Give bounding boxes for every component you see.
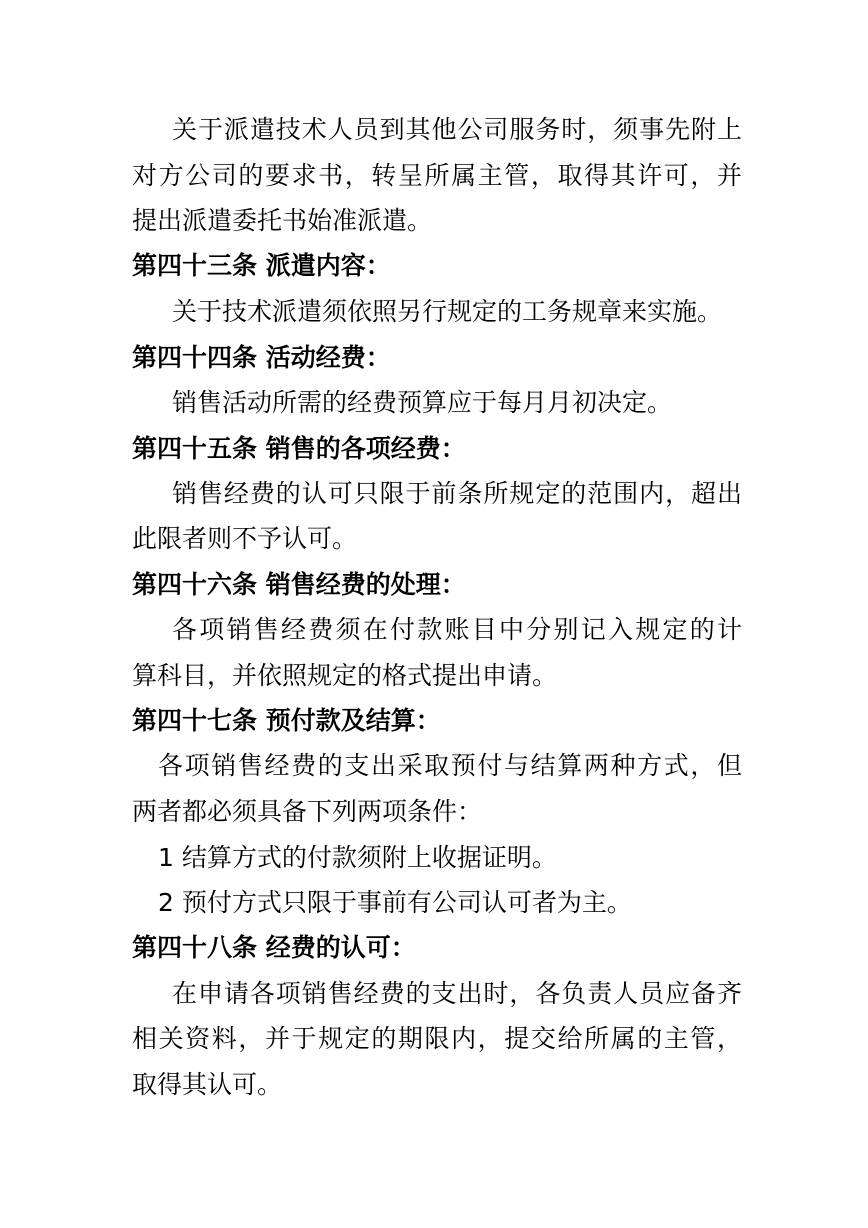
paragraph-line: 对方公司的要求书，转呈所属主管，取得其许可，并 bbox=[132, 161, 742, 190]
paragraph-line: 关于技术派遣须依照另行规定的工务规章来实施。 bbox=[172, 297, 723, 326]
paragraph-line: 算科目，并依照规定的格式提出申请。 bbox=[132, 661, 558, 690]
paragraph-line: 销售活动所需的经费预算应于每月月初决定。 bbox=[172, 388, 673, 417]
article-heading-47: 第四十七条 预付款及结算： bbox=[132, 706, 441, 735]
article-heading-44: 第四十四条 活动经费： bbox=[132, 343, 391, 372]
article-heading-48: 第四十八条 经费的认可： bbox=[132, 933, 416, 962]
paragraph-line: 此限者则不予认可。 bbox=[132, 524, 358, 553]
list-item-1: 1 结算方式的付款须附上收据证明。 bbox=[158, 843, 557, 872]
paragraph-line: 销售经费的认可只限于前条所规定的范围内，超出 bbox=[172, 479, 742, 508]
paragraph-line: 各项销售经费须在付款账目中分别记入规定的计 bbox=[172, 615, 742, 644]
paragraph-line: 两者都必须具备下列两项条件： bbox=[132, 797, 483, 826]
paragraph-line: 在申请各项销售经费的支出时，各负责人员应备齐 bbox=[172, 979, 742, 1008]
article-heading-46: 第四十六条 销售经费的处理： bbox=[132, 570, 466, 599]
paragraph-line: 提出派遣委托书始准派遣。 bbox=[132, 206, 433, 235]
article-heading-43: 第四十三条 派遣内容： bbox=[132, 251, 391, 280]
paragraph-line: 取得其认可。 bbox=[132, 1070, 283, 1099]
article-heading-45: 第四十五条 销售的各项经费： bbox=[132, 434, 466, 463]
list-item-2: 2 预付方式只限于事前有公司认可者为主。 bbox=[158, 888, 632, 917]
paragraph-line: 各项销售经费的支出采取预付与结算两种方式，但 bbox=[158, 751, 742, 780]
paragraph-line: 关于派遣技术人员到其他公司服务时，须事先附上 bbox=[172, 115, 742, 144]
paragraph-line: 相关资料，并于规定的期限内，提交给所属的主管， bbox=[132, 1024, 742, 1053]
